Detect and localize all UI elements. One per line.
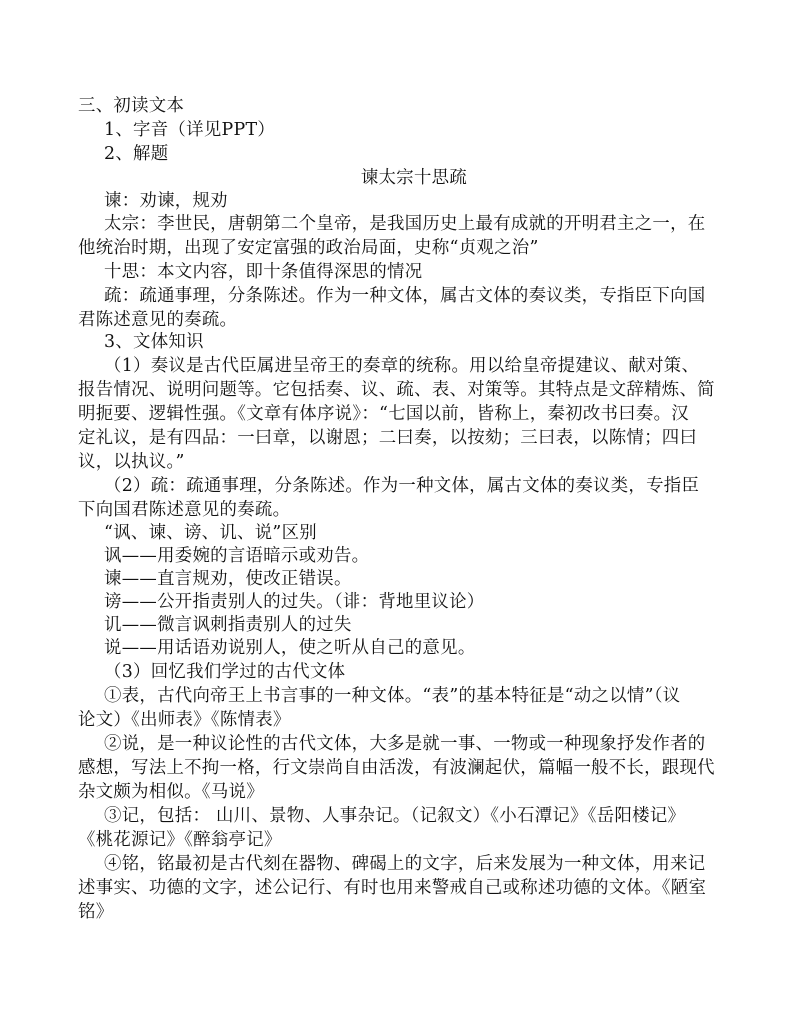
ming-line-3: 铭》 <box>78 902 114 922</box>
shuo2-line-2: 感想，写法上不拘一格，行文崇尚自由活泼，有波澜起伏，篇幅一般不长，跟现代 <box>78 758 715 778</box>
biao-line-1: ①表，古代向帝王上书言事的一种文体。“表”的基本特征是“动之以情”（议 <box>104 686 681 706</box>
jian-definition: 谏：劝谏，规劝 <box>104 191 228 211</box>
taizong-line-1: 太宗：李世民，唐朝第二个皇帝，是我国历史上最有成就的开明君主之一，在 <box>104 214 706 234</box>
item-pronunciation: 1、字音（详见PPT） <box>104 120 276 140</box>
jian-difference: 谏——直言规劝，使改正错误。 <box>104 569 352 589</box>
ji2-line-1: ③记，包括： 山川、景物、人事杂记。（记叙文）《小石潭记》《岳阳楼记》 <box>104 806 686 826</box>
zouyi-line-1: （1）奏议是古代臣属进呈帝王的奏章的统称。用以给皇帝提建议、献对策、 <box>104 356 700 376</box>
shu2-line-2: 下向国君陈述意见的奏疏。 <box>78 500 291 520</box>
item-title-explanation: 2、解题 <box>104 144 169 164</box>
bang-definition: 谤——公开指责别人的过失。（诽：背地里议论） <box>104 592 485 612</box>
ji-definition: 讥——微言讽刺指责别人的过失 <box>104 615 352 635</box>
biao-line-2: 论文）《出师表》《陈情表》 <box>78 710 291 730</box>
difference-title: “讽、谏、谤、讥、说”区别 <box>104 523 317 543</box>
zouyi-line-3: 明扼要、逻辑性强。《文章有体序说》：“七国以前，皆称上，秦初改书曰奏。汉 <box>78 404 689 424</box>
shisi-definition: 十思：本文内容，即十条值得深思的情况 <box>104 262 423 282</box>
ming-line-2: 述事实、功德的文字，述公记行、有时也用来警戒自己或称述功德的文体。《陋室 <box>78 878 707 898</box>
recall-genres: （3）回忆我们学过的古代文体 <box>104 662 346 682</box>
shuo2-line-3: 杂文颇为相似。《马说》 <box>78 782 264 802</box>
ji2-line-2: 《桃花源记》《醉翁亭记》 <box>78 830 282 850</box>
essay-title: 谏太宗十思疏 <box>360 168 468 188</box>
zouyi-line-4: 定礼议，是有四品：一曰章，以谢恩；二曰奏，以按劾；三曰表，以陈情；四曰 <box>78 428 698 448</box>
shuo2-line-1: ②说，是一种议论性的古代文体，大多是就一事、一物或一种现象抒发作者的 <box>104 734 706 754</box>
zouyi-line-2: 报告情况、说明问题等。它包括奏、议、疏、表、对策等。其特点是文辞精炼、简 <box>78 380 715 400</box>
shuo-definition: 说——用话语劝说别人，使之听从自己的意见。 <box>104 638 476 658</box>
taizong-line-2: 他统治时期，出现了安定富强的政治局面，史称“贞观之治” <box>78 238 539 258</box>
item-genre-knowledge: 3、文体知识 <box>104 332 204 352</box>
shu2-line-1: （2）疏：疏通事理，分条陈述。作为一种文体，属古文体的奏议类，专指臣 <box>104 476 700 496</box>
shu-line-1: 疏：疏通事理，分条陈述。作为一种文体，属古文体的奏议类，专指臣下向国 <box>104 286 706 306</box>
feng-definition: 讽——用委婉的言语暗示或劝告。 <box>104 546 370 566</box>
section-heading: 三、初读文本 <box>78 96 185 116</box>
shu-line-2: 君陈述意见的奏疏。 <box>78 310 238 330</box>
zouyi-line-5: 议，以执议。” <box>78 452 185 472</box>
ming-line-1: ④铭，铭最初是古代刻在器物、碑碣上的文字，后来发展为一种文体，用来记 <box>104 854 706 874</box>
